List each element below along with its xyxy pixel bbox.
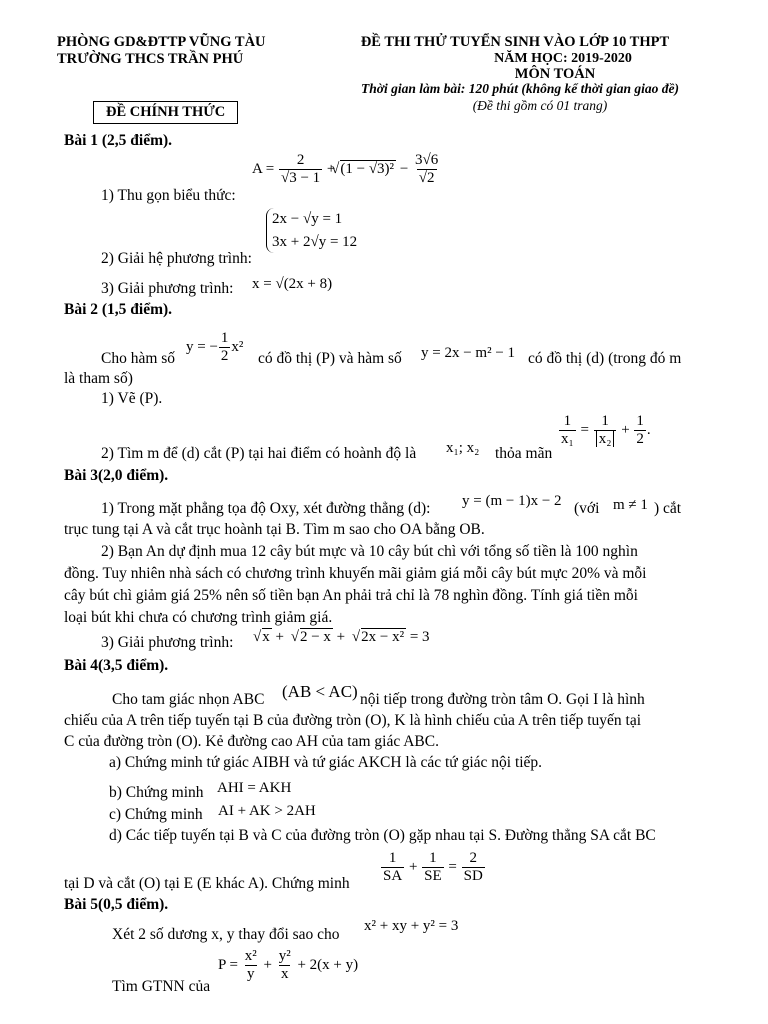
school-name: TRƯỜNG THCS TRẦN PHÚ [57,51,244,67]
bai4-qb-eq: AHI = AKH [217,780,292,796]
pages-note: (Đề thi gồm có 01 trang) [472,98,608,113]
bai3-q2-line1: 2) Bạn An dự định mua 12 cây bút mực và 10 cây bút chì với tổng số tiền là 100 nghìn [101,543,638,560]
bai5-title: Bài 5(0,5 điểm). [64,896,169,913]
bai2-title: Bài 2 (1,5 điểm). [64,301,173,318]
school-year: NĂM HỌC: 2019-2020 [494,51,632,66]
bai4-line1-b: nội tiếp trong đường tròn tâm O. Gọi I là hình [360,691,645,708]
bai3-title: Bài 3(2,0 điểm). [64,467,169,484]
exam-time: Thời gian làm bài: 120 phút (không kể thời gian giao đề) [361,81,679,96]
bai2-intro-b: có đồ thị (P) và hàm số [258,350,402,367]
bai3-q3: 3) Giải phương trình: [101,634,234,651]
bai3-q3-eq: √ x + √ 2 − x + √ 2x − x² = 3 [250,629,430,646]
bai3-q2-line3: cây bút chì giảm giá 25% nên số tiền bạn An phải trả chỉ là 78 nghìn đồng. Tính giá tiền mỗi [64,587,638,604]
exam-title: ĐỀ THI THỬ TUYỂN SINH VÀO LỚP 10 THPT [360,34,670,50]
subject: MÔN TOÁN [514,66,596,82]
bai4-line3: C của đường tròn (O). Kẻ đường cao AH của tam giác ABC. [64,733,439,750]
bai1-expression-A: A = $\frac{2}{√3 - 1}$ + √ (1 − √3)² − $\frac{3√6}{√2}$ [252,152,441,188]
bai1-q2: 2) Giải hệ phương trình: [101,250,252,267]
bai2-q1: 1) Vẽ (P). [101,390,163,407]
bai4-qc-eq: AI + AK > 2AH [218,803,316,819]
bai2-intro-d: là tham số) [64,370,133,387]
bai1-q3: 3) Giải phương trình: [101,280,234,297]
bai5-line2: Tìm GTNN của [112,978,211,995]
bai4-line2: chiếu của A trên tiếp tuyến tại B của đường tròn (O), K là hình chiếu của A trên tiếp tuyến tại [64,712,642,729]
bai5-expression-P: P = $\frac{\text{x²}}{y}$ + $\frac{\text{y²}}{x}$ + 2(x + y) [218,948,359,983]
bai4-qd-line2: tại D và cắt (O) tại E (E khác A). Chứng minh [64,875,350,892]
bai3-q1-d: trục tung tại A và cắt trục hoành tại B. Tìm m sao cho OA bằng OB. [64,521,485,538]
bai2-condition: $\frac{1}{\text{x₁}}$ = $\frac{1}{\text{x₂}}$ + $\frac{1}{2}$ . [561,413,651,448]
bai3-q1-a: 1) Trong mặt phẳng tọa độ Oxy, xét đường thẳng (d): [101,500,431,517]
bai3-q2-line2: đồng. Tuy nhiên nhà sách có chương trình khuyến mãi giảm giá mỗi cây bút mực 20% và mỗi [64,565,647,582]
bai4-qc: c) Chứng minh [109,806,203,823]
bai3-q1-eq: y = (m − 1)x − 2 [462,493,562,509]
bai2-q2-a: 2) Tìm m để (d) cắt (P) tại hai điểm có hoành độ là [101,445,417,462]
bai1-eq3: x = √(2x + 8) [252,276,333,292]
bai2-q2-b: thỏa mãn [495,445,553,462]
bai5-line1-eq: x² + xy + y² = 3 [364,918,459,934]
bai2-func-d: y = 2x − m² − 1 [421,345,516,361]
bai3-q2-line4: loại bút khi chưa có chương trình giảm giá. [64,609,333,626]
bai3-q1-cond: m ≠ 1 [613,497,648,513]
bai2-x1x2: x₁; x₂ [446,440,480,456]
bai4-qa: a) Chứng minh tứ giác AIBH và tứ giác AKCH là các tứ giác nội tiếp. [109,754,543,771]
bai4-line1-a: Cho tam giác nhọn ABC [112,691,265,708]
bai3-q1-c: ) cắt [654,500,682,517]
bai3-q1-b: (với [574,500,600,517]
bai1-system: 2x − √y = 1 3x + 2√y = 12 [266,208,357,253]
bai4-qb: b) Chứng minh [109,784,204,801]
bai4-title: Bài 4(3,5 điểm). [64,657,169,674]
bai1-q1: 1) Thu gọn biểu thức: [101,187,236,204]
bai4-qd-line1: d) Các tiếp tuyến tại B và C của đường tròn (O) gặp nhau tại S. Đường thẳng SA cắt BC [109,827,656,844]
bai4-line1-cond: (AB < AC) [282,682,358,701]
bai2-func-P: y = − $\frac{1}{2}$ x² [186,330,244,365]
bai2-intro-a: Cho hàm số [101,350,176,367]
bai4-qd-eq: $\frac{1}{SA}$ + $\frac{1}{SE}$ = $\frac{2}{SD}$ [383,850,483,885]
department-name: PHÒNG GD&ĐTTP VŨNG TÀU [57,34,266,50]
official-exam-label: ĐỀ CHÍNH THỨC [93,101,238,124]
bai2-intro-c: có đồ thị (d) (trong đó m [528,350,682,367]
bai5-line1: Xét 2 số dương x, y thay đổi sao cho [112,926,340,943]
bai1-title: Bài 1 (2,5 điểm). [64,132,173,149]
